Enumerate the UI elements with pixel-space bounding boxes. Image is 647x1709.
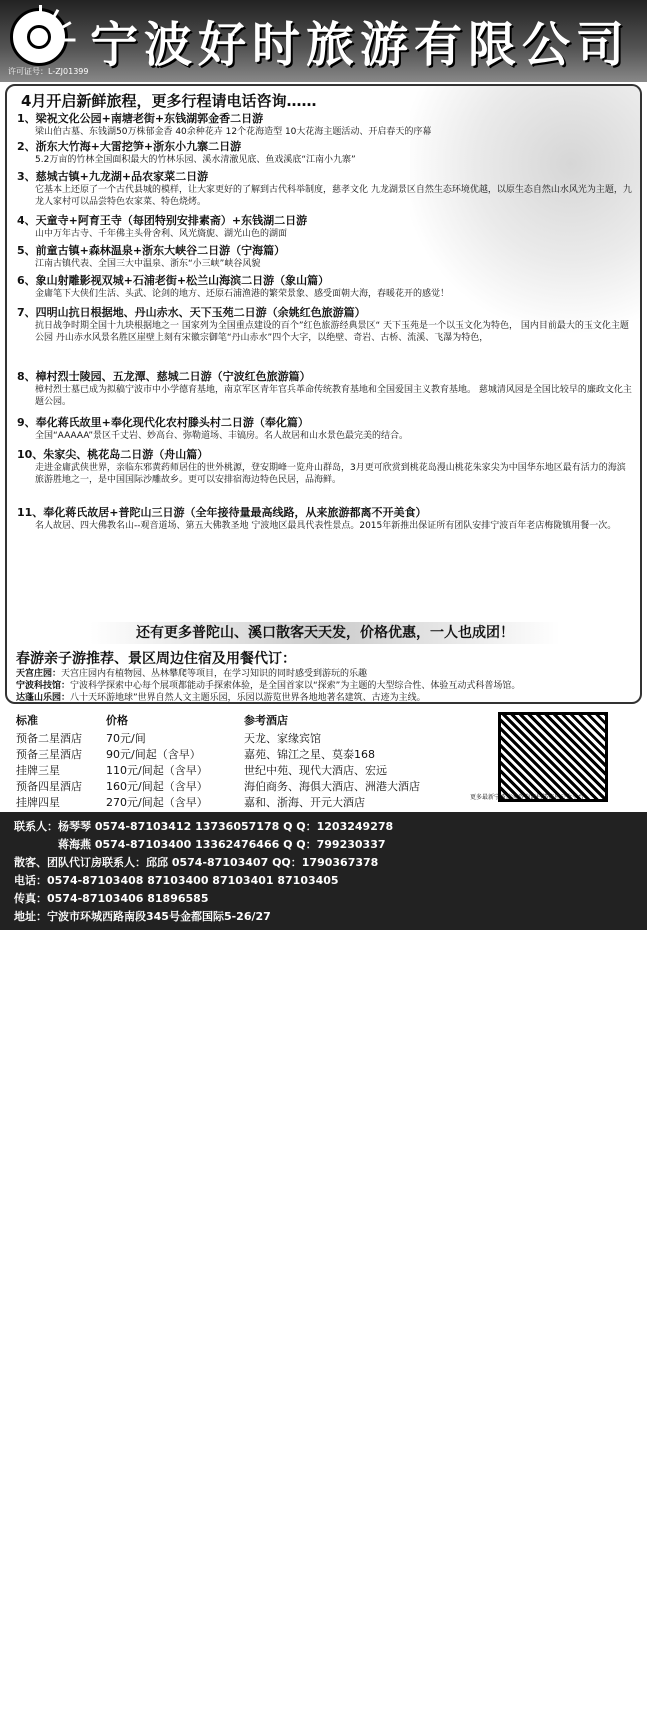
headline: 4月开启新鲜旅程，更多行程请电话咨询…… bbox=[21, 92, 317, 110]
contact-line: 联系人：杨琴琴 0574-87103412 13736057178 Q Q：1203249278 bbox=[14, 820, 394, 833]
tour-item: 7、四明山抗日根据地、丹山赤水、天下玉苑二日游（余姚红色旅游篇） 抗日战争时期全国十九块根据地之一 国家列为全国重点建设的百个”红色旅游经典景区“ 天下玉苑是一个以玉文化为特色， 国内目前最大的玉文化主题公园 丹山赤水风景名胜区崖壁上刻有宋徽宗御笔“丹山赤水”四个大字，以绝壁、奇岩、古桥、流溪、飞瀑为特色， bbox=[17, 306, 629, 343]
qr-code-icon bbox=[498, 712, 608, 802]
tour-item: 4、天童寺+阿育王寺（每团特别安排素斋）+东钱湖二日游 山中万年古寺、千年佛主头骨舍利、风光旖旎、湖光山色的湖面 bbox=[17, 214, 308, 239]
tour-item: 6、象山射雕影视双城+石浦老街+松兰山海滨二日游（象山篇） 金庸笔下大侠们生活、头武、论剑的地方、还原石浦渔港的繁荣景象、感受面朝大海，春暖花开的感觉！ bbox=[17, 274, 450, 299]
contact-line: 蒋海燕 0574-87103400 13362476466 Q Q：799230337 bbox=[58, 838, 386, 851]
contact-line: 地址：宁波市环城西路南段345号金都国际5-26/27 bbox=[14, 910, 271, 923]
kids-item: 达蓬山乐园：八十天环游地球”世界自然人文主题乐园，乐园以游览世界各地地著名建筑、古迹为主线。 bbox=[16, 693, 426, 703]
tour-item: 10、朱家尖、桃花岛二日游（舟山篇） 走进金庸武侠世界，亲临东邪黄药师居住的世外桃源，登安期峰一览舟山群岛，3月更可欣赏到桃花岛漫山桃花朱家尖为中国华东地区最有活力的海滨旅游胜地之一，是中国国际沙雕故乡。更可以安排宿海边特色民居，品海鲜。 bbox=[17, 448, 626, 485]
table-row: 预备三星酒店 90元/间起（含早） 嘉苑、锦江之星、莫泰168 bbox=[16, 748, 375, 761]
contact-footer bbox=[0, 812, 647, 1697]
company-name: 宁波好时旅游有限公司 bbox=[90, 17, 631, 73]
table-header: 标准 价格 参考酒店 bbox=[16, 714, 288, 727]
tour-list-panel bbox=[5, 84, 642, 704]
table-row: 预备二星酒店 70元/间 天龙、家缘宾馆 bbox=[16, 732, 321, 745]
tour-item: 1、梁祝文化公园+南塘老街+东钱湖郭金香二日游 梁山伯古墓、东钱湖50万株郁金香 40余种花卉 12个花海造型 10大花海主题活动、开启春天的序幕 bbox=[17, 112, 432, 137]
kids-item: 天宫庄园：天宫庄园内有植物园、丛林攀爬等项目，在学习知识的同时感受到游玩的乐趣 bbox=[16, 669, 368, 679]
qr-caption: 更多最新宁波旅游咨询请扫描信息公众平台 bbox=[470, 794, 585, 801]
tour-item: 9、奉化蒋氏故里+奉化现代化农村滕头村二日游（奉化篇） 全国“AAAAA”景区千丈岩、妙高台、弥勒道场、丰镐房。名人故居和山水景色最完美的结合。 bbox=[17, 416, 409, 441]
company-logo-icon bbox=[10, 8, 68, 66]
table-row: 挂牌四星 270元/间起（含早） 嘉和、浙海、开元大酒店 bbox=[16, 796, 365, 809]
service-slogan: 尽心尽力的服务 无所不在的关怀 用我们百分百的努力 换取您十分的满意 bbox=[474, 1628, 639, 1697]
table-row: 挂牌三星 110元/间起（含早） 世纪中苑、现代大酒店、宏远 bbox=[16, 764, 387, 777]
license-number: 许可证号：L-ZJ01399 bbox=[8, 67, 89, 76]
header-banner bbox=[0, 0, 647, 82]
kids-title: 春游亲子游推荐、景区周边住宿及用餐代订： bbox=[16, 651, 296, 667]
kids-item: 宁波科技馆：宁波科学探索中心每个展项都能动手探索体验，是全国首家以“探索”为主题的大型综合性、体验互动式科普场馆。 bbox=[16, 681, 521, 691]
promo-banner: 还有更多普陀山、溪口散客天天发，价格优惠，一人也成团！ bbox=[90, 622, 560, 644]
contact-line: 传真：0574-87103406 81896585 bbox=[14, 892, 209, 905]
contact-line: 电话：0574-87103408 87103400 87103401 87103405 bbox=[14, 874, 339, 887]
tour-item: 11、奉化蒋氏故居+普陀山三日游（全年接待量最高线路，从来旅游都离不开美食） 名人故居、四大佛教名山--观音道场、第五大佛教圣地 宁波地区最具代表性景点。2015年新推出保证所有团队安排宁波百年老店梅陇镇用餐一次。 bbox=[17, 506, 617, 531]
table-row: 预备四星酒店 160元/间起（含早） 海伯商务、海俱大酒店、洲港大酒店 bbox=[16, 780, 420, 793]
tour-item: 5、前童古镇+森林温泉+浙东大峡谷二日游（宁海篇） 江南古镇代表、全国三大中温泉、浙东“小三峡”峡谷风貌 bbox=[17, 244, 286, 269]
contact-line: 散客、团队代订房联系人：邱邱 0574-87103407 QQ：1790367378 bbox=[14, 856, 379, 869]
tour-item: 8、樟村烈士陵园、五龙潭、慈城二日游（宁波红色旅游篇） 樟村烈士墓已成为拟稿宁波市中小学德育基地，南京军区青年官兵革命传统教育基地和全国爱国主义教育基地。 慈城清风园是全国比较早的廉政文化主题公园。 bbox=[17, 370, 632, 407]
tour-item: 3、慈城古镇+九龙湖+品农家菜二日游 它基本上还原了一个古代县城的模样，让大家更好的了解到古代科举制度，慈孝文化 九龙湖景区自然生态环境优越，以原生态自然山水风光为主题，九龙人家村可以品尝特色农家菜、特色烧烤。 bbox=[17, 170, 632, 207]
tour-item: 2、浙东大竹海+大雷挖笋+浙东小九寨二日游 5.2万亩的竹林全国面积最大的竹林乐园、溪水清澈见底、鱼戏溪底“江南小九寨” bbox=[17, 140, 356, 165]
